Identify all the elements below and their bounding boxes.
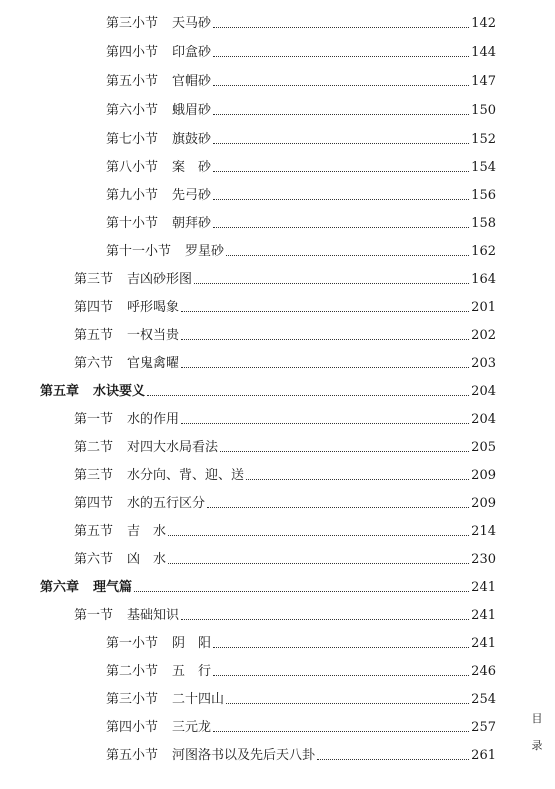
side-label-mu: 目 <box>531 712 543 725</box>
entry-number: 第三节 <box>74 272 114 287</box>
entry-page-number: 201 <box>471 300 496 315</box>
dot-leader <box>181 311 469 312</box>
entry-number: 第八小节 <box>106 160 159 175</box>
entry-page-number: 254 <box>471 692 496 707</box>
toc-entry[interactable] <box>106 212 496 232</box>
dot-leader <box>194 283 469 284</box>
entry-page-number: 156 <box>471 188 496 203</box>
dot-leader <box>213 143 469 144</box>
toc-entry[interactable] <box>106 70 496 90</box>
toc-entry[interactable] <box>74 324 496 344</box>
entry-page-number: 246 <box>471 664 496 679</box>
dot-leader <box>213 731 469 732</box>
entry-number: 第二小节 <box>106 664 159 679</box>
entry-title: 水分向、背、迎、送 <box>127 468 245 483</box>
entry-title: 案 砂 <box>172 160 212 175</box>
entry-number: 第十小节 <box>106 216 159 231</box>
toc-entry[interactable] <box>106 41 496 61</box>
entry-page-number: 205 <box>471 440 496 455</box>
entry-page-number: 203 <box>471 356 496 371</box>
entry-number: 第五小节 <box>106 74 159 89</box>
entry-number: 第一节 <box>74 412 114 427</box>
dot-leader <box>213 675 469 676</box>
dot-leader <box>181 367 469 368</box>
entry-title: 基础知识 <box>127 608 180 623</box>
dot-leader <box>181 423 469 424</box>
entry-number: 第五小节 <box>106 748 159 763</box>
entry-number: 第二节 <box>74 440 114 455</box>
entry-number: 第四节 <box>74 496 114 511</box>
toc-entry[interactable] <box>74 268 496 288</box>
entry-title: 阴 阳 <box>172 636 212 651</box>
toc-entry[interactable] <box>106 12 496 32</box>
entry-title: 水诀要义 <box>93 384 146 399</box>
entry-number: 第六节 <box>74 356 114 371</box>
entry-title: 吉 水 <box>127 524 167 539</box>
entry-title: 理气篇 <box>93 580 133 595</box>
entry-title: 二十四山 <box>172 692 225 707</box>
toc-entry[interactable] <box>106 156 496 176</box>
entry-number: 第四节 <box>74 300 114 315</box>
dot-leader <box>134 591 469 592</box>
entry-title: 凶 水 <box>127 552 167 567</box>
entry-page-number: 152 <box>471 132 496 147</box>
entry-number: 第六小节 <box>106 103 159 118</box>
entry-page-number: 154 <box>471 160 496 175</box>
dot-leader <box>213 647 469 648</box>
dot-leader <box>168 535 469 536</box>
entry-title: 官鬼禽曜 <box>127 356 180 371</box>
entry-title: 蛾眉砂 <box>172 103 212 118</box>
entry-page-number: 147 <box>471 74 496 89</box>
entry-title: 先弓砂 <box>172 188 212 203</box>
toc-entry[interactable] <box>106 716 496 736</box>
dot-leader <box>213 56 469 57</box>
dot-leader <box>213 227 469 228</box>
entry-number: 第五节 <box>74 328 114 343</box>
entry-title: 对四大水局看法 <box>127 440 219 455</box>
entry-title: 水的作用 <box>127 412 180 427</box>
entry-title: 一权当贵 <box>127 328 180 343</box>
toc-entry[interactable] <box>74 548 496 568</box>
toc-entry[interactable] <box>74 520 496 540</box>
entry-number: 第三小节 <box>106 16 159 31</box>
entry-number: 第三小节 <box>106 692 159 707</box>
entry-page-number: 202 <box>471 328 496 343</box>
entry-page-number: 257 <box>471 720 496 735</box>
dot-leader <box>220 451 469 452</box>
entry-page-number: 204 <box>471 412 496 427</box>
entry-page-number: 142 <box>471 16 496 31</box>
dot-leader <box>213 27 469 28</box>
toc-entry[interactable] <box>74 492 496 512</box>
entry-page-number: 241 <box>471 608 496 623</box>
entry-title: 水的五行区分 <box>127 496 206 511</box>
dot-leader <box>213 199 469 200</box>
dot-leader <box>317 759 469 760</box>
entry-page-number: 164 <box>471 272 496 287</box>
toc-entry[interactable] <box>74 604 496 624</box>
entry-title: 朝拜砂 <box>172 216 212 231</box>
toc-entry[interactable] <box>106 632 496 652</box>
dot-leader <box>213 171 469 172</box>
entry-page-number: 214 <box>471 524 496 539</box>
toc-chapter-entry[interactable] <box>40 380 496 400</box>
dot-leader <box>181 619 469 620</box>
entry-page-number: 150 <box>471 103 496 118</box>
entry-title: 罗星砂 <box>185 244 225 259</box>
entry-page-number: 158 <box>471 216 496 231</box>
entry-page-number: 144 <box>471 45 496 60</box>
entry-title: 吉凶砂形图 <box>127 272 193 287</box>
entry-number: 第四小节 <box>106 720 159 735</box>
entry-page-number: 230 <box>471 552 496 567</box>
toc-entry[interactable] <box>74 408 496 428</box>
toc-entry[interactable] <box>106 744 496 764</box>
dot-leader <box>207 507 469 508</box>
entry-number: 第七小节 <box>106 132 159 147</box>
toc-entry[interactable] <box>74 352 496 372</box>
entry-number: 第四小节 <box>106 45 159 60</box>
entry-number: 第十一小节 <box>106 244 172 259</box>
dot-leader <box>213 114 469 115</box>
entry-number: 第一小节 <box>106 636 159 651</box>
entry-title: 三元龙 <box>172 720 212 735</box>
entry-title: 印盒砂 <box>172 45 212 60</box>
toc-entry[interactable] <box>106 240 496 260</box>
toc-entry[interactable] <box>106 99 496 119</box>
entry-page-number: 241 <box>471 580 496 595</box>
entry-page-number: 162 <box>471 244 496 259</box>
entry-number: 第五节 <box>74 524 114 539</box>
entry-title: 河图洛书以及先后天八卦 <box>172 748 316 763</box>
entry-number: 第五章 <box>40 384 80 399</box>
toc-entry[interactable] <box>106 128 496 148</box>
dot-leader <box>226 703 469 704</box>
entry-page-number: 241 <box>471 636 496 651</box>
entry-title: 官帽砂 <box>172 74 212 89</box>
toc-entry[interactable] <box>106 688 496 708</box>
entry-number: 第三节 <box>74 468 114 483</box>
dot-leader <box>246 479 469 480</box>
entry-page-number: 204 <box>471 384 496 399</box>
toc-entry[interactable] <box>74 296 496 316</box>
entry-page-number: 209 <box>471 496 496 511</box>
entry-page-number: 261 <box>471 748 496 763</box>
dot-leader <box>147 395 469 396</box>
entry-number: 第九小节 <box>106 188 159 203</box>
entry-number: 第六章 <box>40 580 80 595</box>
toc-entry[interactable] <box>74 464 496 484</box>
entry-title: 天马砂 <box>172 16 212 31</box>
entry-number: 第六节 <box>74 552 114 567</box>
toc-entry[interactable] <box>74 436 496 456</box>
dot-leader <box>181 339 469 340</box>
entry-title: 呼形喝象 <box>127 300 180 315</box>
entry-title: 五 行 <box>172 664 212 679</box>
entry-page-number: 209 <box>471 468 496 483</box>
dot-leader <box>213 85 469 86</box>
entry-number: 第一节 <box>74 608 114 623</box>
toc-chapter-entry[interactable] <box>40 576 496 596</box>
side-label-lu: 录 <box>531 739 543 752</box>
dot-leader <box>168 563 469 564</box>
toc-entry[interactable] <box>106 184 496 204</box>
toc-entry[interactable] <box>106 660 496 680</box>
dot-leader <box>226 255 469 256</box>
entry-title: 旗鼓砂 <box>172 132 212 147</box>
